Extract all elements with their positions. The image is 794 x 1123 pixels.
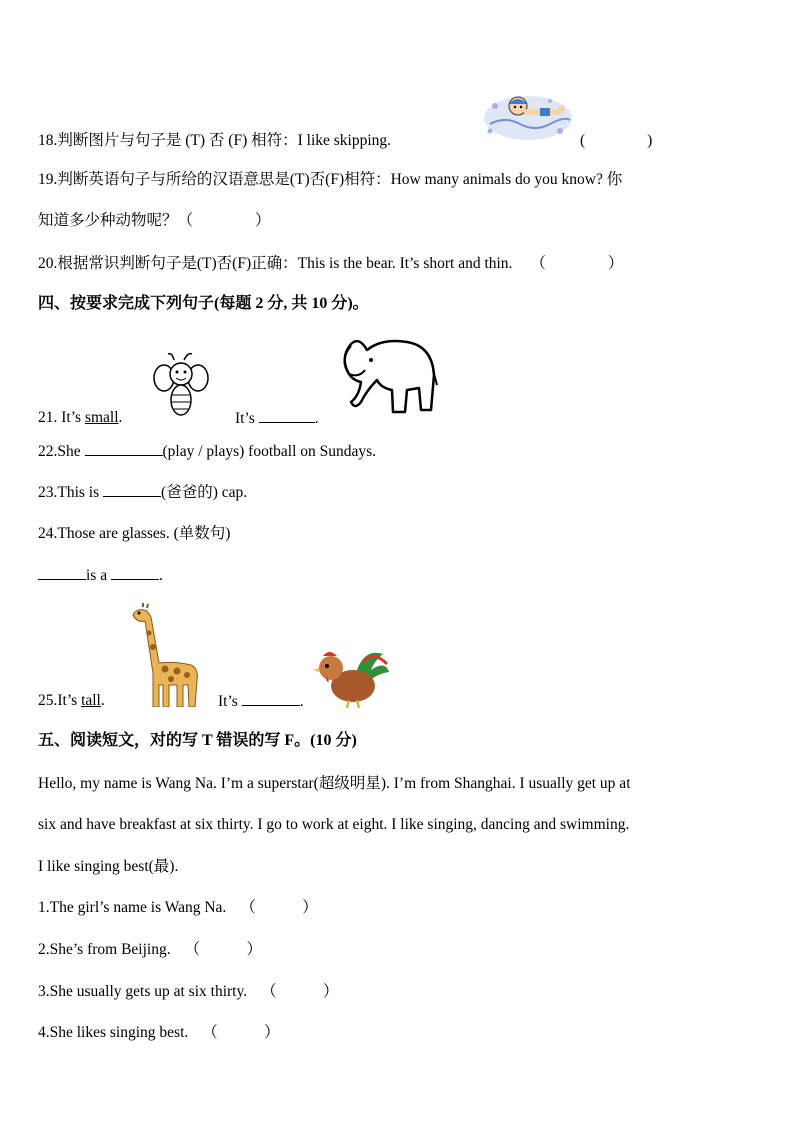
question-21-word: small [84,409,119,426]
passage-line-2: six and have breakfast at six thirty. I go to work at eight. I like singing, dancing and swimming. [38,816,630,833]
elephant-icon [337,330,439,420]
question-23-prefix: 23.This is [38,484,104,501]
section-5-heading: 五、阅读短文，对的写 T 错误的写 F。(10 分) [38,732,357,749]
question-20 [38,254,623,274]
reading-question-4-text: 4.She likes singing best. [38,1024,189,1041]
question-23-suffix: (爸爸的) cap. [161,484,248,501]
passage-line-3: I like singing best(最). [38,858,179,875]
giraffe-icon [125,603,205,707]
reading-question-2-text: 2.She’s from Beijing. [38,941,171,958]
question-24-blank-2[interactable] [111,565,159,580]
question-21-prefix: 21. It’s [38,409,85,426]
question-25 [38,691,105,711]
question-19-line2: 知道多少种动物呢？（ ） [38,212,271,229]
question-25-prefix: 25.It’s [38,692,82,709]
reading-question-3-text: 3.She usually gets up at six thirty. [38,983,248,1000]
reading-question-1-text: 1.The girl’s name is Wang Na. [38,899,227,916]
question-24-mid: is a [86,567,111,584]
question-24-blank-1[interactable] [38,565,86,580]
reading-question-3 [38,982,338,1002]
question-18-text: 18.判断图片与句子是 (T) 否 (F) 相符：I like skipping. [38,132,392,149]
question-22-prefix: 22.She [38,443,85,460]
question-24-answer [38,565,163,586]
question-25-second [218,691,304,712]
reading-question-4 [38,1023,280,1043]
reading-question-1-paren[interactable]: （ ） [240,899,318,916]
reading-question-1 [38,898,318,918]
question-21 [38,408,122,428]
reading-question-4-paren[interactable]: （ ） [202,1024,280,1041]
question-21-end: . [314,410,319,427]
question-25-second-prefix: It’s [218,693,242,710]
question-24: 24.Those are glasses. (单数句) [38,525,231,542]
reading-question-2-paren[interactable]: （ ） [184,941,262,958]
question-20-text: 20.根据常识判断句子是(T)否(F)正确：This is the bear. It’s short and thin. [38,255,513,272]
question-25-word: tall [81,692,101,709]
reading-question-2 [38,940,262,960]
question-21-period: . [118,409,123,426]
question-22-blank[interactable] [85,441,163,456]
question-20-answer-paren[interactable]: （ ） [530,255,624,272]
question-21-blank[interactable] [259,408,315,423]
question-21-second-prefix: It’s [235,410,259,427]
question-18 [38,131,391,151]
question-22 [38,441,376,462]
question-21-second [235,408,319,429]
section-4-heading: 四、按要求完成下列句子(每题 2 分, 共 10 分)。 [38,295,369,312]
question-22-suffix: (play / plays) football on Sundays. [162,443,377,460]
question-25-end: . [299,693,304,710]
passage-line-1: Hello, my name is Wang Na. I’m a superstar(超级明星). I’m from Shanghai. I usually get up at [38,775,631,792]
question-19-line1: 19.判断英语句子与所给的汉语意思是(T)否(F)相符：How many animals do you know? 你 [38,171,623,188]
bee-icon [152,350,210,420]
question-24-end: . [158,567,163,584]
question-23 [38,482,247,503]
question-25-blank[interactable] [242,691,300,706]
reading-question-3-paren[interactable]: （ ） [260,983,339,1000]
question-23-blank[interactable] [103,482,161,497]
question-18-answer-paren[interactable]: ( ) [580,132,653,149]
question-25-period: . [100,692,105,709]
rooster-icon [313,640,391,708]
swimming-boy-icon [480,86,575,146]
